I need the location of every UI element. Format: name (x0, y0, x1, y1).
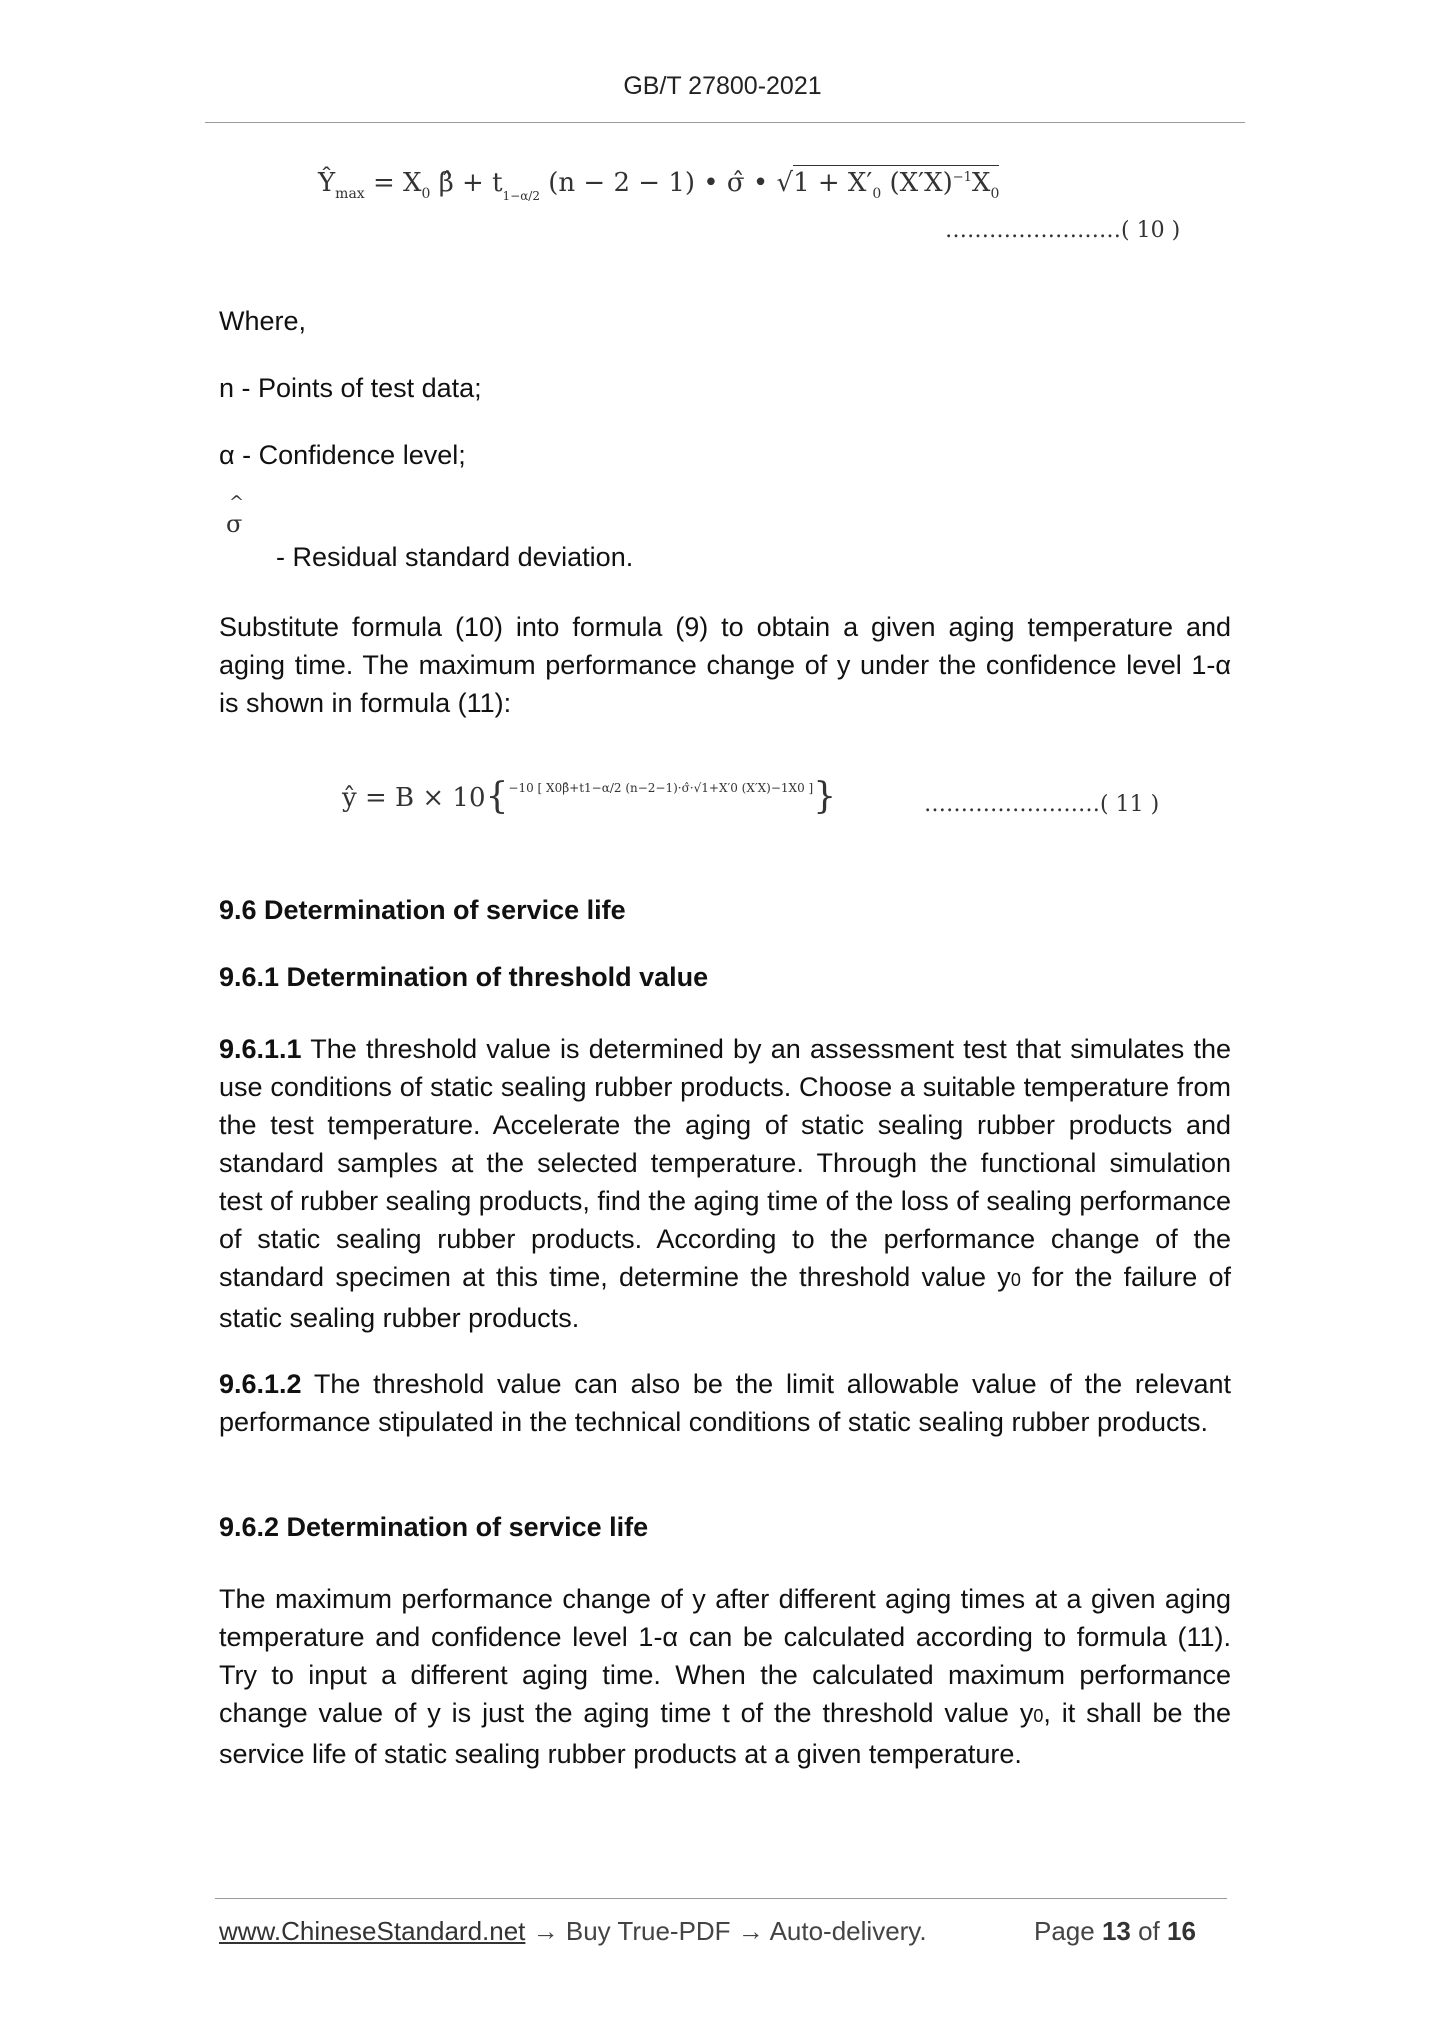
where-label: Where, (219, 306, 307, 336)
sigma-glyph: σ (226, 510, 243, 538)
sigma-hat-symbol (226, 492, 245, 538)
heading-9-6: 9.6 Determination of service life (219, 895, 626, 925)
paragraph-substitute: Substitute formula (10) into formula (9) to obtain a given aging temperature and aging time. The maximum performance change of y under the confidence level 1-α is shown in formula (11): (219, 612, 1231, 718)
document-code: GB/T 27800-2021 (623, 72, 822, 100)
definition-alpha: α - Confidence level; (219, 440, 466, 470)
formula-10-eq: = X (364, 168, 422, 198)
formula-11-lhs: ŷ = B × 10 (342, 783, 486, 813)
heading-9-6-1: 9.6.1 Determination of threshold value (219, 962, 709, 992)
sigma-hat-accent: ^ (229, 492, 245, 513)
formula-11-exponent: −10 [ X0β̂+t1−α/2 (n−2−1)·σ̂·√1+X′0 (X′X)−1X0 ] (508, 781, 814, 795)
clause-9-6-1-2-number: 9.6.1.2 (219, 1369, 302, 1399)
footer-promo (219, 1916, 927, 1947)
formula-10-t-sub: 1−α/2 (502, 189, 540, 203)
formula-10-x0-sub: 0 (421, 186, 431, 202)
formula-10-args: (n − 2 − 1) • σ̂ • √ (540, 168, 794, 198)
service-life-text-b: , it shall be the service life of static sealing rubber products at a given temperature. (219, 1698, 1231, 1769)
page-label: Page (1034, 1916, 1102, 1946)
definition-n: n - Points of test data; (219, 373, 482, 403)
formula-10-lhs: Ŷ (318, 168, 336, 198)
clause-9-6-1-1 (219, 1030, 1231, 1337)
clause-9-6-1-2-text: The threshold value can also be the limit allowable value of the relevant performance stipulated in the technical conditions of static sealing rubber products. (219, 1369, 1231, 1437)
formula-10-root-mid: (X′X) (881, 168, 953, 198)
formula-10-root-sup: −1 (952, 170, 972, 185)
formula-10-root-sub: 0 (872, 186, 882, 202)
clause-9-6-1-1-text-a: The threshold value is determined by an assessment test that simulates the use conditions of static sealing rubber products. Choose a suitable temperature from the test temperature. Accelerate the aging of static sealing rubber products and standard samples at the selected temperature. Through the functional simulation test of rubber sealing products, find the aging time of the loss of sealing performance of static sealing rubber products. According to the performance change of the standard specimen at this time, determine the threshold value y (219, 1034, 1231, 1292)
formula-10-lhs-sub: max (335, 186, 365, 202)
formula-11-number: ……………………( 11 ) (924, 792, 1160, 817)
clause-9-6-1-1-text-b: for the failure of static sealing rubber products. (219, 1262, 1231, 1333)
total-pages: 16 (1167, 1916, 1196, 1946)
definition-sigma: - Residual standard deviation. (276, 542, 634, 572)
clause-9-6-1-2 (219, 1365, 1231, 1441)
formula-10-beta: β̂ + t (430, 168, 503, 198)
formula-11-open-brace: { (485, 776, 509, 817)
clause-9-6-1-1-number: 9.6.1.1 (219, 1034, 302, 1064)
footer-divider (215, 1898, 1227, 1899)
paragraph-service-life (219, 1580, 1231, 1773)
of-label: of (1130, 1916, 1168, 1946)
heading-9-6-2: 9.6.2 Determination of service life (219, 1512, 649, 1542)
formula-11-close-brace: } (813, 776, 837, 817)
formula-10 (318, 168, 999, 203)
formula-11 (342, 776, 836, 817)
page-indicator (1034, 1916, 1196, 1947)
formula-10-radicand (793, 165, 1000, 202)
formula-10-root-end: X (971, 168, 991, 198)
current-page: 13 (1101, 1916, 1131, 1946)
footer-site-link[interactable]: www.ChineseStandard.net (219, 1916, 526, 1946)
service-life-sub: 0 (1033, 1706, 1044, 1726)
formula-10-root-end-sub: 0 (990, 186, 1000, 202)
formula-10-number: ……………………( 10 ) (945, 218, 1181, 243)
footer-promo-text: → Buy True-PDF → Auto-delivery. (525, 1916, 927, 1946)
clause-9-6-1-1-sub: 0 (1010, 1270, 1021, 1290)
header-divider (205, 122, 1245, 123)
formula-10-root: 1 + X′ (793, 168, 873, 198)
service-life-text-a: The maximum performance change of y after different aging times at a given aging temperature and confidence level 1-α can be calculated according to formula (11). Try to input a different aging time. When the calculated maximum performance change value of y is just the aging time t of the threshold value y (219, 1584, 1231, 1728)
